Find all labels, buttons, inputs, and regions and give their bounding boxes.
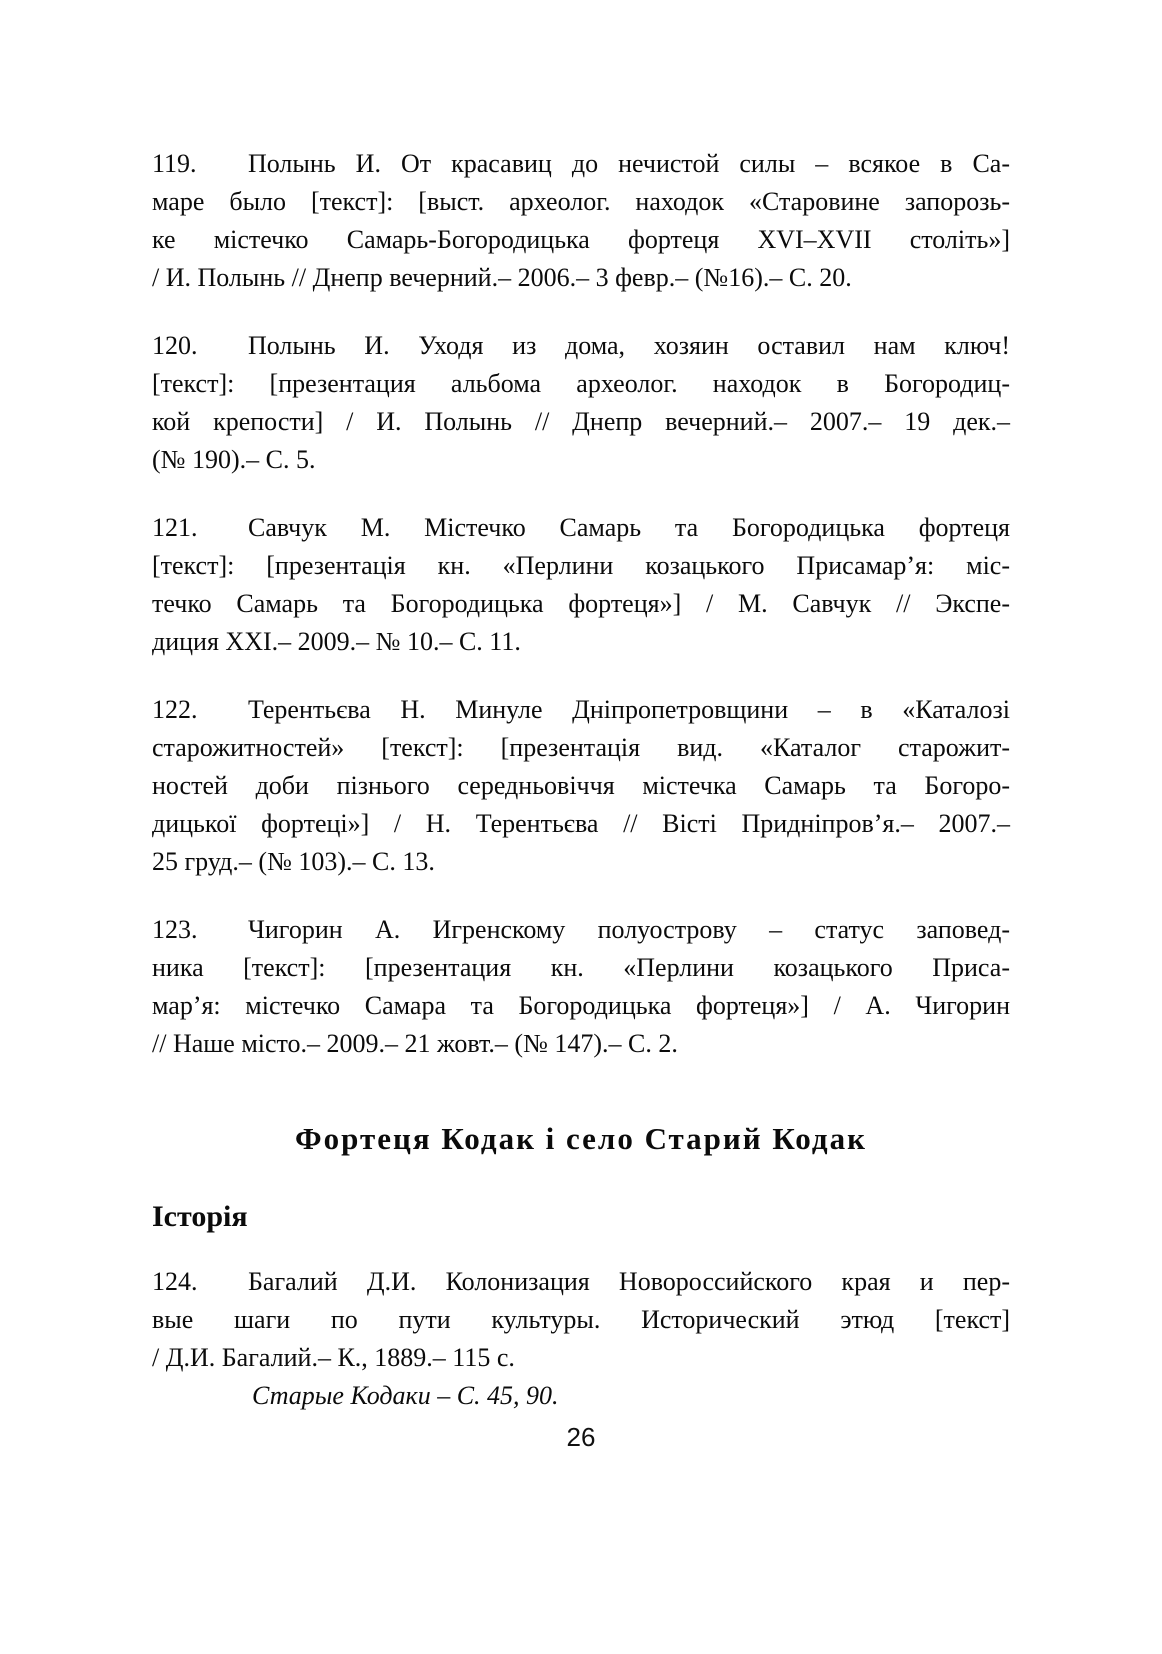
entry-line	[152, 691, 1010, 729]
entry-line	[152, 911, 1010, 949]
entry-number: 123.	[152, 915, 198, 944]
entry-line	[152, 1263, 1010, 1301]
entry-note: Старые Кодаки – С. 45, 90.	[252, 1381, 559, 1410]
entry-number: 122.	[152, 695, 198, 724]
bib-entry-123	[152, 911, 1010, 1063]
entry-line: вые шаги по пути культуры. Исторический этюд [текст]	[152, 1305, 1010, 1334]
entry-number: 124.	[152, 1267, 198, 1296]
entry-line: // Наше місто.– 2009.– 21 жовт.– (№ 147).– С. 2.	[152, 1029, 678, 1058]
entry-line-text: Полынь И. От красавиц до нечистой силы – всякое в Са-	[248, 149, 1010, 178]
entry-line-text: Багалий Д.И. Колонизация Новороссийского края и пер-	[248, 1267, 1010, 1296]
entry-line: ке містечко Самарь-Богородицька фортеця XVI–XVII століть»]	[152, 225, 1010, 254]
page-number: 26	[566, 1422, 596, 1452]
entry-number: 121.	[152, 513, 198, 542]
entry-line: маре было [текст]: [выст. археолог. находок «Старовине запорозь-	[152, 187, 1010, 216]
entry-line: старожитностей» [текст]: [презентація вид. «Каталог старожит-	[152, 733, 1010, 762]
entry-line: диция XXI.– 2009.– № 10.– С. 11.	[152, 627, 521, 656]
entry-line-text: Терентьєва Н. Минуле Дніпропетровщини – в «Каталозі	[248, 695, 1010, 724]
entry-line: / Д.И. Багалий.– К., 1889.– 115 с.	[152, 1343, 515, 1372]
bib-entry-124	[152, 1263, 1010, 1415]
bib-entry-119	[152, 145, 1010, 297]
entry-line-text: Полынь И. Уходя из дома, хозяин оставил нам ключ!	[248, 331, 1010, 360]
entry-line: 25 груд.– (№ 103).– С. 13.	[152, 847, 435, 876]
entry-line: / И. Полынь // Днепр вечерний.– 2006.– 3 февр.– (№16).– С. 20.	[152, 263, 852, 292]
entry-line	[152, 327, 1010, 365]
entry-line	[152, 509, 1010, 547]
bib-entry-121	[152, 509, 1010, 661]
entry-line	[152, 145, 1010, 183]
entry-line: ника [текст]: [презентация кн. «Перлини козацького Приса-	[152, 953, 1010, 982]
entry-line-text: Чигорин А. Игренскому полуострову – статус заповед-	[248, 915, 1010, 944]
subsection-heading: Історія	[152, 1200, 248, 1233]
entry-number: 119.	[152, 149, 197, 178]
bib-entry-120	[152, 327, 1010, 479]
entry-line: дицької фортеці»] / Н. Терентьєва // Вісті Придніпров’я.– 2007.–	[152, 809, 1010, 838]
bib-entry-122	[152, 691, 1010, 881]
entry-number: 120.	[152, 331, 198, 360]
entry-line: течко Самарь та Богородицька фортеця»] / М. Савчук // Экспе-	[152, 589, 1010, 618]
entry-line: мар’я: містечко Самара та Богородицька фортеця»] / А. Чигорин	[152, 991, 1010, 1020]
entry-line: [текст]: [презентація кн. «Перлини козацького Присамар’я: міс-	[152, 551, 1010, 580]
entry-line: кой крепости] / И. Полынь // Днепр вечерний.– 2007.– 19 дек.–	[152, 407, 1010, 436]
entry-line: [текст]: [презентация альбома археолог. находок в Богородиц-	[152, 369, 1010, 398]
section-heading: Фортеця Кодак і село Старий Кодак	[295, 1121, 867, 1156]
text-column	[152, 145, 1010, 1415]
entry-line: (№ 190).– С. 5.	[152, 445, 316, 474]
entry-line-text: Савчук М. Містечко Самарь та Богородицька фортеця	[248, 513, 1010, 542]
entry-line: ностей доби пізнього середньовіччя містечка Самарь та Богоро-	[152, 771, 1010, 800]
